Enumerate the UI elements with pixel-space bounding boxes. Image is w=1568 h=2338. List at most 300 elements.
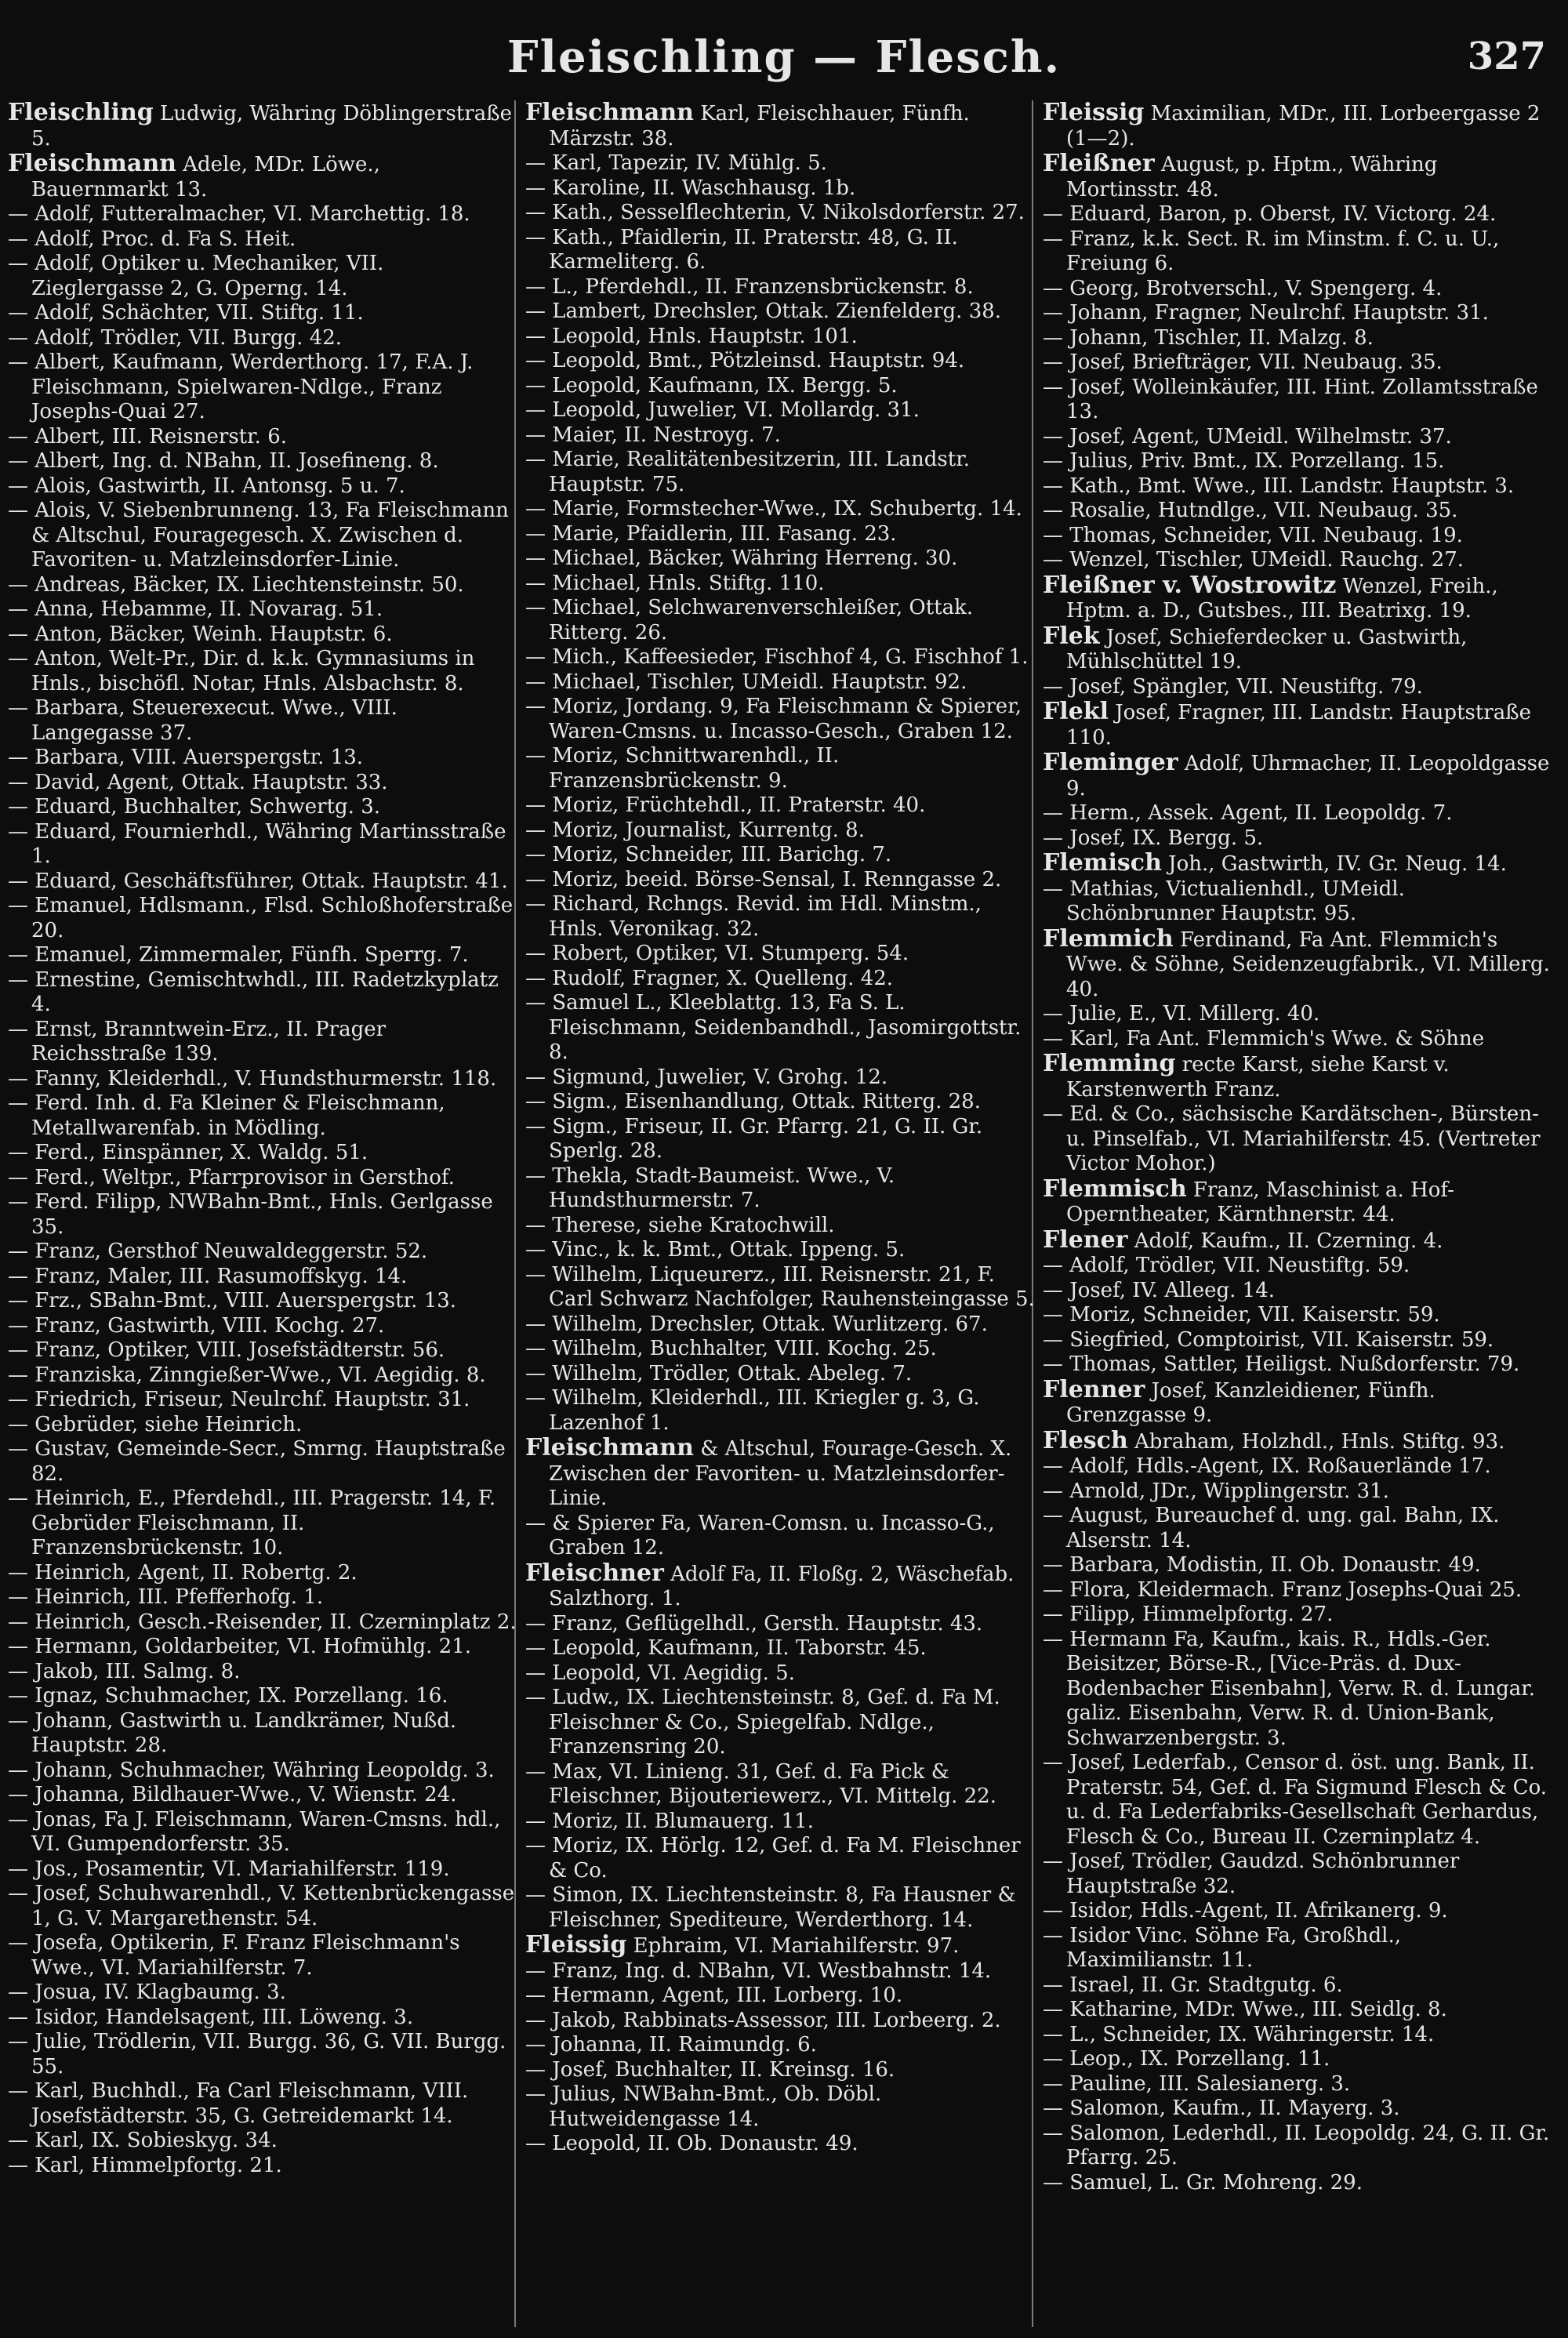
directory-entry xyxy=(525,670,1035,695)
entry-details: — Karl, Fa Ant. Flemmich's Wwe. & Söhne xyxy=(1043,1026,1485,1051)
directory-entry xyxy=(8,771,517,796)
entry-details: — Albert, Kaufmann, Werderthorg. 17, F.A. J. Fleischmann, Spielwaren-Ndlge., Franz Josephs-Quai 27. xyxy=(8,350,474,423)
entry-details: — Simon, IX. Liechtensteinstr. 8, Fa Hausner & Fleischner, Spediteure, Werderthorg. 14. xyxy=(525,1883,1016,1932)
entry-details: — Alois, Gastwirth, II. Antonsg. 5 u. 7. xyxy=(8,474,405,498)
entry-details: — Gebrüder, siehe Heinrich. xyxy=(8,1412,303,1436)
entry-details: — Marie, Formstecher-Wwe., IX. Schubertg. 14. xyxy=(525,497,1022,521)
entry-details: — Albert, Ing. d. NBahn, II. Josefineng. 8. xyxy=(8,449,439,473)
directory-entry xyxy=(1043,1578,1552,1603)
entry-details: — Josef, Agent, UMeidl. Wilhelmstr. 37. xyxy=(1043,424,1452,448)
directory-entry xyxy=(8,350,517,425)
entry-details: — Wilhelm, Kleiderhdl., III. Kriegler g. 3, G. Lazenhof 1. xyxy=(525,1386,980,1435)
entry-details: — Ferd., Weltpr., Pfarrprovisor in Gersthof. xyxy=(8,1165,455,1189)
directory-entry xyxy=(525,942,1035,967)
directory-entry xyxy=(525,1760,1035,1810)
directory-entry xyxy=(1043,350,1552,376)
entry-details: — Leopold, Kaufmann, IX. Bergg. 5. xyxy=(525,373,898,398)
directory-entry xyxy=(8,1413,517,1438)
entry-details: — Karl, Buchhdl., Fa Carl Fleischmann, VIII. Josefstädterstr. 35, G. Getreidemarkt 14. xyxy=(8,2079,469,2128)
directory-entry xyxy=(1043,326,1552,351)
entry-details: — Adolf, Optiker u. Mechaniker, VII. Zieglergasse 2, G. Operng. 14. xyxy=(8,252,384,300)
entry-details: — Isidor Vinc. Söhne Fa, Großhdl., Maximilianstr. 11. xyxy=(1043,1923,1402,1972)
directory-entry xyxy=(8,1437,517,1487)
entry-details: Adolf, Uhrmacher, II. Leopoldgasse 9. xyxy=(1066,752,1550,801)
entry-details: — August, Bureauchef d. ung. gal. Bahn, IX. Alserstr. 14. xyxy=(1043,1504,1500,1552)
directory-entry xyxy=(8,1783,517,1808)
directory-entry xyxy=(8,623,517,648)
entry-details: — Emanuel, Zimmermaler, Fünfh. Sperrg. 7. xyxy=(8,943,469,967)
entry-details: — Josef, Briefträger, VII. Neubaug. 35. xyxy=(1043,350,1443,374)
entry-details: — Alois, V. Siebenbrunneng. 13, Fa Fleischmann & Altschul, Fouragegesch. X. Zwischen d. Favoriten- u. Matzleinsdorfer-Linie. xyxy=(8,499,509,572)
entry-details: — Karl, IX. Sobieskyg. 34. xyxy=(8,2129,278,2152)
entry-details: — Julie, Trödlerin, VII. Burgg. 36, G. VII. Burgg. 55. xyxy=(8,2030,506,2078)
entry-details: — Leop., IX. Porzellang. 11. xyxy=(1043,2047,1330,2071)
running-title: Fleischling — Flesch. xyxy=(506,31,1062,83)
entry-details: — Adolf, Trödler, VII. Burgg. 42. xyxy=(8,325,343,350)
directory-entry xyxy=(525,1312,1035,1338)
directory-entry xyxy=(525,374,1035,399)
directory-entry xyxy=(8,151,517,202)
directory-entry xyxy=(1043,826,1552,851)
directory-columns xyxy=(8,100,1560,2327)
entry-details: — Friedrich, Friseur, Neulrchf. Hauptstr. 31. xyxy=(8,1388,470,1411)
entry-surname: Flemming xyxy=(1043,1050,1176,1077)
directory-entry xyxy=(1043,624,1552,675)
entry-details: — Flora, Kleidermach. Franz Josephs-Quai 25. xyxy=(1043,1577,1523,1602)
directory-entry xyxy=(525,1164,1035,1214)
entry-details: — Heinrich, III. Pfefferhofg. 1. xyxy=(8,1585,324,1609)
directory-entry xyxy=(8,696,517,746)
entry-details: Ferdinand, Fa Ant. Flemmich's Wwe. & Söhne, Seidenzeugfabrik., VI. Millerg. 40. xyxy=(1066,928,1550,1001)
entry-details: — Richard, Rchngs. Revid. im Hdl. Minstm., Hnls. Veronikag. 32. xyxy=(525,892,982,941)
directory-entry xyxy=(525,1959,1035,1984)
entry-details: — Josef, IX. Bergg. 5. xyxy=(1043,826,1264,850)
directory-entry xyxy=(8,1684,517,1709)
entry-details: — Andreas, Bäcker, IX. Liechtensteinstr. 50. xyxy=(8,572,464,597)
entry-details: — Jos., Posamentir, VI. Mariahilferstr. 119. xyxy=(8,1857,450,1881)
directory-entry xyxy=(8,1289,517,1314)
directory-entry xyxy=(1043,1225,1552,1254)
entry-details: — Franz, k.k. Sect. R. im Minstm. f. C. u. U., Freiung 6. xyxy=(1043,227,1500,275)
directory-entry xyxy=(1043,1924,1552,1973)
entry-details: — Katharine, MDr. Wwe., III. Seidlg. 8. xyxy=(1043,1998,1447,2021)
entry-details: — Emanuel, Hdlsmann., Flsd. Schloßhoferstraße 20. xyxy=(8,894,514,942)
directory-entry xyxy=(8,425,517,450)
directory-entry xyxy=(525,1263,1035,1312)
entry-details: — Leopold, Hnls. Hauptstr. 101. xyxy=(525,324,858,348)
entry-surname: Flemmich xyxy=(1043,924,1174,953)
directory-entry xyxy=(525,1337,1035,1362)
directory-entry xyxy=(8,573,517,598)
entry-details: — Moriz, Früchtehdl., II. Praterstr. 40. xyxy=(525,793,926,817)
directory-entry xyxy=(8,1635,517,1660)
directory-entry xyxy=(8,202,517,227)
directory-entry xyxy=(525,1090,1035,1115)
entry-details: — Michael, Hnls. Stiftg. 110. xyxy=(525,571,825,595)
directory-entry xyxy=(525,1066,1035,1091)
directory-entry xyxy=(1043,1027,1552,1052)
directory-entry xyxy=(525,2058,1035,2083)
directory-entry xyxy=(8,100,517,151)
directory-entry xyxy=(8,1265,517,1290)
directory-entry xyxy=(8,2079,517,2129)
directory-entry xyxy=(1043,1628,1552,1752)
directory-entry xyxy=(525,2082,1035,2132)
entry-details: — Moriz, Journalist, Kurrentg. 8. xyxy=(525,818,865,842)
directory-entry xyxy=(8,1338,517,1363)
directory-entry xyxy=(8,474,517,499)
directory-entry xyxy=(8,1980,517,2006)
entry-details: — Ignaz, Schuhmacher, IX. Porzellang. 16. xyxy=(8,1684,448,1708)
directory-entry xyxy=(8,746,517,771)
directory-entry xyxy=(1043,499,1552,524)
directory-entry xyxy=(525,1436,1035,1512)
entry-details: — Adolf, Proc. d. Fa S. Heit. xyxy=(8,227,296,251)
entry-details: — Anton, Bäcker, Weinh. Hauptstr. 6. xyxy=(8,622,393,646)
entry-details: — Julie, E., VI. Millerg. 40. xyxy=(1043,1002,1320,1026)
entry-details: Wenzel, Freih., Hptm. a. D., Gutsbes., III. Beatrixg. 19. xyxy=(1066,574,1498,623)
entry-details: — Samuel L., Kleeblattg. 13, Fa S. L. Fleischmann, Seidenbandhdl., Jasomirgottstr. 8. xyxy=(525,991,1022,1064)
entry-details: — Hermann, Goldarbeiter, VI. Hofmühlg. 21. xyxy=(8,1635,472,1658)
entry-surname: Fleissig xyxy=(1043,100,1145,126)
directory-entry xyxy=(8,1808,517,1857)
entry-details: — Filipp, Himmelpfortg. 27. xyxy=(1043,1603,1334,1626)
directory-entry xyxy=(525,325,1035,350)
entry-details: — Mich., Kaffeesieder, Fischhof 4, G. Fischhof 1. xyxy=(525,645,1029,669)
entry-details: — L., Pferdehdl., II. Franzensbrückenstr. 8. xyxy=(525,274,974,299)
entry-details: — Julius, NWBahn-Bmt., Ob. Döbl. Hutweidengasse 14. xyxy=(525,2082,882,2131)
entry-details: — Vinc., k. k. Bmt., Ottak. Ippeng. 5. xyxy=(525,1238,906,1262)
entry-details: — Adolf, Hdls.-Agent, IX. Roßauerlände 17. xyxy=(1043,1454,1491,1478)
directory-entry xyxy=(1043,1174,1552,1228)
directory-entry xyxy=(1043,1603,1552,1628)
entry-details: — Hermann, Agent, III. Lorberg. 10. xyxy=(525,1984,903,2007)
directory-entry xyxy=(525,1834,1035,1883)
directory-entry xyxy=(525,1883,1035,1933)
directory-entry xyxy=(1043,1303,1552,1328)
directory-entry xyxy=(525,226,1035,275)
directory-entry xyxy=(1043,2047,1552,2072)
entry-details: — Leopold, Kaufmann, II. Taborstr. 45. xyxy=(525,1636,927,1660)
entry-surname: Fleischmann xyxy=(525,1434,694,1461)
entry-details: — Marie, Realitätenbesitzerin, III. Landstr. Hauptstr. 75. xyxy=(525,448,971,496)
column-3 xyxy=(1043,100,1552,2327)
entry-details: — Kath., Sesselflechterin, V. Nikolsdorferstr. 27. xyxy=(525,201,1025,224)
entry-details: — Leopold, Juwelier, VI. Mollardg. 31. xyxy=(525,398,920,422)
directory-entry xyxy=(525,843,1035,868)
directory-entry xyxy=(525,1810,1035,1835)
directory-entry xyxy=(8,1882,517,1931)
directory-entry xyxy=(1043,1504,1552,1553)
entry-details: Joh., Gastwirth, IV. Gr. Neug. 14. xyxy=(1161,852,1507,876)
entry-details: — Gustav, Gemeinde-Secr., Smrng. Hauptstraße 82. xyxy=(8,1437,506,1486)
entry-details: — Israel, II. Gr. Stadtgutg. 6. xyxy=(1043,1973,1343,1997)
directory-entry xyxy=(8,1487,517,1561)
entry-details: — Ludw., IX. Liechtensteinstr. 8, Gef. d. Fa M. Fleischner & Co., Spiegelfab. Ndlge., Franzensring 20. xyxy=(525,1686,1000,1759)
directory-entry xyxy=(525,2009,1035,2034)
directory-entry xyxy=(1043,1051,1552,1102)
entry-details: Ludwig, Währing Döblingerstraße 5. xyxy=(31,102,512,151)
entry-surname: Fleißner xyxy=(1043,150,1155,177)
directory-entry xyxy=(525,967,1035,992)
directory-entry xyxy=(8,1709,517,1759)
entry-details: — Marie, Pfaidlerin, III. Fasang. 23. xyxy=(525,521,897,546)
directory-entry xyxy=(8,968,517,1018)
directory-entry xyxy=(525,645,1035,670)
directory-entry xyxy=(8,227,517,252)
directory-entry xyxy=(525,695,1035,744)
directory-entry xyxy=(8,326,517,351)
entry-details: & Altschul, Fourage-Gesch. X. Zwischen der Favoriten- u. Matzleinsdorfer-Linie. xyxy=(549,1437,1012,1510)
directory-entry xyxy=(525,1984,1035,2009)
entry-details: — Josef, Lederfab., Censor d. öst. ung. Bank, II. Praterstr. 54, Gef. d. Fa Sigmund Flesch & Co. u. d. Fa Lederfabriks-Gesellschaft Gerhardus, Flesch & Co., Bureau II. Czerninplatz 4. xyxy=(1043,1751,1548,1849)
entry-details: — Josua, IV. Klagbaumg. 3. xyxy=(8,1980,286,2004)
entry-details: — Eduard, Buchhalter, Schwertg. 3. xyxy=(8,795,381,819)
entry-details: — Wenzel, Tischler, UMeidl. Rauchg. 27. xyxy=(1043,548,1465,572)
entry-details: — Salomon, Lederhdl., II. Leopoldg. 24, G. II. Gr. Pfarrg. 25. xyxy=(1043,2121,1550,2169)
directory-entry xyxy=(1043,301,1552,326)
directory-entry xyxy=(1043,801,1552,826)
column-2 xyxy=(525,100,1035,2327)
directory-entry xyxy=(8,1759,517,1784)
entry-details: — Franz, Geflügelhdl., Gersth. Hauptstr. 43. xyxy=(525,1611,983,1636)
entry-details: — Franz, Gastwirth, VIII. Kochg. 27. xyxy=(8,1313,385,1338)
directory-entry xyxy=(1043,573,1552,624)
entry-details: — Adolf, Futteralmacher, VI. Marchettig. 18. xyxy=(8,202,470,226)
entry-details: — Moriz, Schnittwarenhdl., II. Franzensbrückenstr. 9. xyxy=(525,744,840,793)
entry-details: — Rudolf, Fragner, X. Quelleng. 42. xyxy=(525,966,894,990)
entry-details: — Herm., Assek. Agent, II. Leopoldg. 7. xyxy=(1043,801,1453,825)
entry-details: — Michael, Selchwarenverschleißer, Ottak. Ritterg. 26. xyxy=(525,596,974,644)
entry-details: — Johann, Schuhmacher, Währing Leopoldg. 3. xyxy=(8,1758,495,1782)
directory-entry xyxy=(1043,2171,1552,2196)
directory-entry xyxy=(8,499,517,573)
directory-entry xyxy=(1043,1102,1552,1177)
directory-entry xyxy=(1043,1850,1552,1899)
entry-details: — Robert, Optiker, VI. Stumperg. 54. xyxy=(525,942,909,965)
entry-details: — Josef, Schuhwarenhdl., V. Kettenbrückengasse 1, G. V. Margarethenstr. 54. xyxy=(8,1882,515,1930)
entry-surname: Fleischmann xyxy=(525,100,694,126)
directory-entry xyxy=(8,252,517,301)
entry-details: — Frz., SBahn-Bmt., VIII. Auerspergstr. 13. xyxy=(8,1289,457,1312)
entry-surname: Flek xyxy=(1043,622,1100,650)
directory-entry xyxy=(525,448,1035,497)
directory-entry xyxy=(1043,449,1552,474)
directory-entry xyxy=(525,1512,1035,1561)
directory-entry xyxy=(8,1561,517,1586)
entry-details: — Georg, Brotverschl., V. Spengerg. 4. xyxy=(1043,276,1443,300)
entry-details: — Ernestine, Gemischtwhdl., III. Radetzkyplatz 4. xyxy=(8,968,499,1016)
entry-details: — Ferd. Inh. d. Fa Kleiner & Fleischmann, Metallwarenfab. in Mödling. xyxy=(8,1091,445,1140)
directory-entry xyxy=(525,1612,1035,1637)
entry-details: — David, Agent, Ottak. Hauptstr. 33. xyxy=(8,770,388,794)
entry-details: Maximilian, MDr., III. Lorbeergasse 2 (1—2). xyxy=(1066,102,1541,151)
directory-entry xyxy=(8,597,517,623)
directory-entry xyxy=(8,820,517,869)
entry-details: — Therese, siehe Kratochwill. xyxy=(525,1213,835,1237)
entry-details: — Eduard, Fournierhdl., Währing Martinsstraße 1. xyxy=(8,819,506,868)
entry-details: — Franziska, Zinngießer-Wwe., VI. Aegidig. 8. xyxy=(8,1363,486,1387)
entry-details: Ephraim, VI. Mariahilferstr. 97. xyxy=(626,1934,960,1958)
entry-details: August, p. Hptm., Währing Mortinsstr. 48. xyxy=(1066,153,1438,201)
entry-details: — Moriz, Schneider, VII. Kaiserstr. 59. xyxy=(1043,1303,1440,1327)
directory-entry xyxy=(1043,851,1552,877)
entry-details: — Max, VI. Linieng. 31, Gef. d. Fa Pick & Fleischner, Bijouteriewerz., VI. Mittelg. 22. xyxy=(525,1759,996,1808)
entry-details: — Franz, Gersthof Neuwaldeggerstr. 52. xyxy=(8,1240,428,1263)
directory-entry xyxy=(525,2033,1035,2058)
directory-entry xyxy=(8,1190,517,1240)
directory-entry xyxy=(525,1214,1035,1239)
directory-entry xyxy=(1043,877,1552,927)
entry-details: — Michael, Tischler, UMeidl. Hauptstr. 92. xyxy=(525,670,967,694)
entry-details: — Josef, Spängler, VII. Neustiftg. 79. xyxy=(1043,674,1423,699)
entry-details: — Moriz, Schneider, III. Barichg. 7. xyxy=(525,843,892,866)
directory-entry xyxy=(1043,202,1552,227)
directory-entry xyxy=(525,522,1035,547)
directory-entry xyxy=(1043,376,1552,425)
entry-details: — Ed. & Co., sächsische Kardätschen-, Bürsten- u. Pinselfab., VI. Mariahilferstr. 45. (Vertreter Victor Mohor.) xyxy=(1043,1102,1541,1175)
entry-details: — Sigm., Eisenhandlung, Ottak. Ritterg. 28. xyxy=(525,1090,981,1113)
directory-entry xyxy=(1043,151,1552,202)
directory-entry xyxy=(1043,2122,1552,2171)
entry-surname: Flenner xyxy=(1043,1375,1145,1403)
directory-entry xyxy=(1043,1899,1552,1924)
entry-details: — Ferd., Einspänner, X. Waldg. 51. xyxy=(8,1141,368,1164)
entry-details: — Isidor, Handelsagent, III. Löweng. 3. xyxy=(8,2005,414,2029)
directory-entry xyxy=(8,1166,517,1191)
entry-details: Franz, Maschinist a. Hof-Operntheater, Kärnthnerstr. 44. xyxy=(1066,1178,1454,1226)
entry-details: — Eduard, Geschäftsführer, Ottak. Hauptstr. 41. xyxy=(8,869,508,893)
entry-details: — Moriz, IX. Hörlg. 12, Gef. d. Fa M. Fleischner & Co. xyxy=(525,1834,1021,1882)
directory-entry xyxy=(1043,924,1552,1003)
entry-details: — Anna, Hebamme, II. Novarag. 51. xyxy=(8,597,383,621)
entry-details: — Josef, Trödler, Gaudzd. Schönbrunner Hauptstraße 32. xyxy=(1043,1850,1460,1898)
entry-details: — Moriz, Jordang. 9, Fa Fleischmann & Spierer, Waren-Cmsns. u. Incasso-Gesch., Graben 12. xyxy=(525,695,1022,743)
entry-surname: Flemmisch xyxy=(1043,1174,1187,1203)
entry-details: — Thekla, Stadt-Baumeist. Wwe., V. Hundsthurmerstr. 7. xyxy=(525,1164,895,1212)
entry-details: Josef, Schieferdecker u. Gastwirth, Mühlschüttel 19. xyxy=(1066,625,1468,673)
directory-entry xyxy=(8,1857,517,1882)
directory-entry xyxy=(525,497,1035,522)
directory-entry xyxy=(1043,1254,1552,1279)
directory-entry xyxy=(1043,524,1552,549)
directory-entry xyxy=(525,546,1035,572)
directory-entry xyxy=(525,1362,1035,1387)
directory-entry xyxy=(525,1238,1035,1263)
entry-details: — Josef, Wolleinkäufer, III. Hint. Zollamtsstraße 13. xyxy=(1043,375,1538,423)
entry-details: — Salomon, Kaufm., II. Mayerg. 3. xyxy=(1043,2097,1400,2120)
entry-details: — Franz, Ing. d. NBahn, VI. Westbahnstr. 14. xyxy=(525,1959,992,1983)
entry-surname: Flekl xyxy=(1043,698,1109,725)
directory-entry xyxy=(8,795,517,820)
entry-details: — Johanna, II. Raimundg. 6. xyxy=(525,2033,817,2057)
directory-entry xyxy=(8,2129,517,2154)
directory-entry xyxy=(525,1636,1035,1661)
directory-entry xyxy=(8,1018,517,1067)
entry-details: — Adolf, Trödler, VII. Neustiftg. 59. xyxy=(1043,1254,1410,1277)
directory-entry xyxy=(525,596,1035,645)
entry-details: — Anton, Welt-Pr., Dir. d. k.k. Gymnasiums in Hnls., bischöfl. Notar, Hnls. Alsbachstr. 8. xyxy=(8,647,475,695)
directory-entry xyxy=(525,991,1035,1066)
column-1 xyxy=(8,100,517,2327)
directory-entry xyxy=(1043,1454,1552,1479)
entry-details: — Albert, III. Reisnerstr. 6. xyxy=(8,424,288,448)
directory-entry xyxy=(525,423,1035,448)
directory-entry xyxy=(8,869,517,895)
directory-entry xyxy=(1043,1375,1552,1429)
directory-entry xyxy=(1043,1328,1552,1353)
directory-entry xyxy=(1043,474,1552,499)
entry-details: — Rosalie, Hutndlge., VII. Neubaug. 35. xyxy=(1043,499,1458,522)
entry-details: — Josefa, Optikerin, F. Franz Fleischmann's Wwe., VI. Mariahilferstr. 7. xyxy=(8,1931,460,1980)
directory-entry xyxy=(8,301,517,326)
directory-entry xyxy=(525,201,1035,226)
entry-details: — Fanny, Kleiderhdl., V. Hundsthurmerstr. 118. xyxy=(8,1066,497,1091)
entry-details: Josef, Kanzleidiener, Fünfh. Grenzgasse 9. xyxy=(1066,1378,1436,1427)
directory-entry xyxy=(525,1661,1035,1686)
directory-entry xyxy=(525,819,1035,844)
directory-entry xyxy=(525,2132,1035,2157)
page-header xyxy=(0,31,1568,86)
entry-surname: Fleissig xyxy=(525,1931,627,1959)
directory-entry xyxy=(525,793,1035,819)
directory-entry xyxy=(8,2030,517,2079)
entry-details: — Samuel, L. Gr. Mohreng. 29. xyxy=(1043,2170,1363,2195)
entry-details: — Siegfried, Comptoirist, VII. Kaiserstr. 59. xyxy=(1043,1327,1494,1352)
entry-details: — Barbara, VIII. Auerspergstr. 13. xyxy=(8,746,364,769)
directory-entry xyxy=(8,449,517,474)
entry-details: — Eduard, Baron, p. Oberst, IV. Victorg. 24. xyxy=(1043,202,1497,226)
directory-entry xyxy=(1043,1998,1552,2023)
entry-details: — Pauline, III. Salesianerg. 3. xyxy=(1043,2071,1351,2096)
entry-details: — Johann, Tischler, II. Malzg. 8. xyxy=(1043,325,1374,350)
entry-details: — Arnold, JDr., Wipplingerstr. 31. xyxy=(1043,1479,1389,1503)
entry-details: — Lambert, Drechsler, Ottak. Zienfelderg. 38. xyxy=(525,300,1002,323)
directory-entry xyxy=(8,943,517,968)
entry-details: — Barbara, Modistin, II. Ob. Donaustr. 49. xyxy=(1043,1553,1481,1577)
directory-entry xyxy=(1043,1352,1552,1378)
directory-entry xyxy=(8,2154,517,2179)
entry-details: — Karoline, II. Waschhausg. 1b. xyxy=(525,176,856,200)
directory-entry xyxy=(1043,425,1552,450)
directory-entry xyxy=(8,1388,517,1413)
entry-details: — Jakob, III. Salmg. 8. xyxy=(8,1659,241,1683)
entry-details: — L., Schneider, IX. Währingerstr. 14. xyxy=(1043,2022,1435,2046)
entry-details: — Leopold, VI. Aegidig. 5. xyxy=(525,1661,795,1685)
directory-entry xyxy=(8,1363,517,1389)
entry-surname: Flener xyxy=(1043,1225,1128,1254)
entry-details: recte Karst, siehe Karst v. Karstenwerth Franz. xyxy=(1066,1053,1450,1102)
entry-surname: Fleminger xyxy=(1043,749,1178,776)
directory-entry xyxy=(8,1931,517,1980)
directory-entry xyxy=(8,894,517,943)
directory-entry xyxy=(525,868,1035,893)
directory-entry xyxy=(8,1141,517,1166)
directory-entry xyxy=(8,1091,517,1141)
entry-details: — Barbara, Steuerexecut. Wwe., VIII. Langegasse 37. xyxy=(8,696,397,745)
directory-entry xyxy=(1043,1279,1552,1304)
directory-entry xyxy=(1043,1426,1552,1455)
directory-entry xyxy=(1043,2023,1552,2048)
entry-details: Adolf Fa, II. Floßg. 2, Wäschefab. Salzthorg. 1. xyxy=(549,1562,1014,1610)
entry-details: — Mathias, Victualienhdl., UMeidl. Schönbrunner Hauptstr. 95. xyxy=(1043,877,1405,925)
entry-surname: Fleischner xyxy=(525,1559,664,1587)
entry-details: — Josef, IV. Alleeg. 14. xyxy=(1043,1278,1276,1302)
directory-entry xyxy=(1043,750,1552,801)
directory-entry xyxy=(8,2006,517,2031)
entry-details: — Adolf, Schächter, VII. Stiftg. 11. xyxy=(8,301,364,325)
directory-entry xyxy=(8,647,517,696)
